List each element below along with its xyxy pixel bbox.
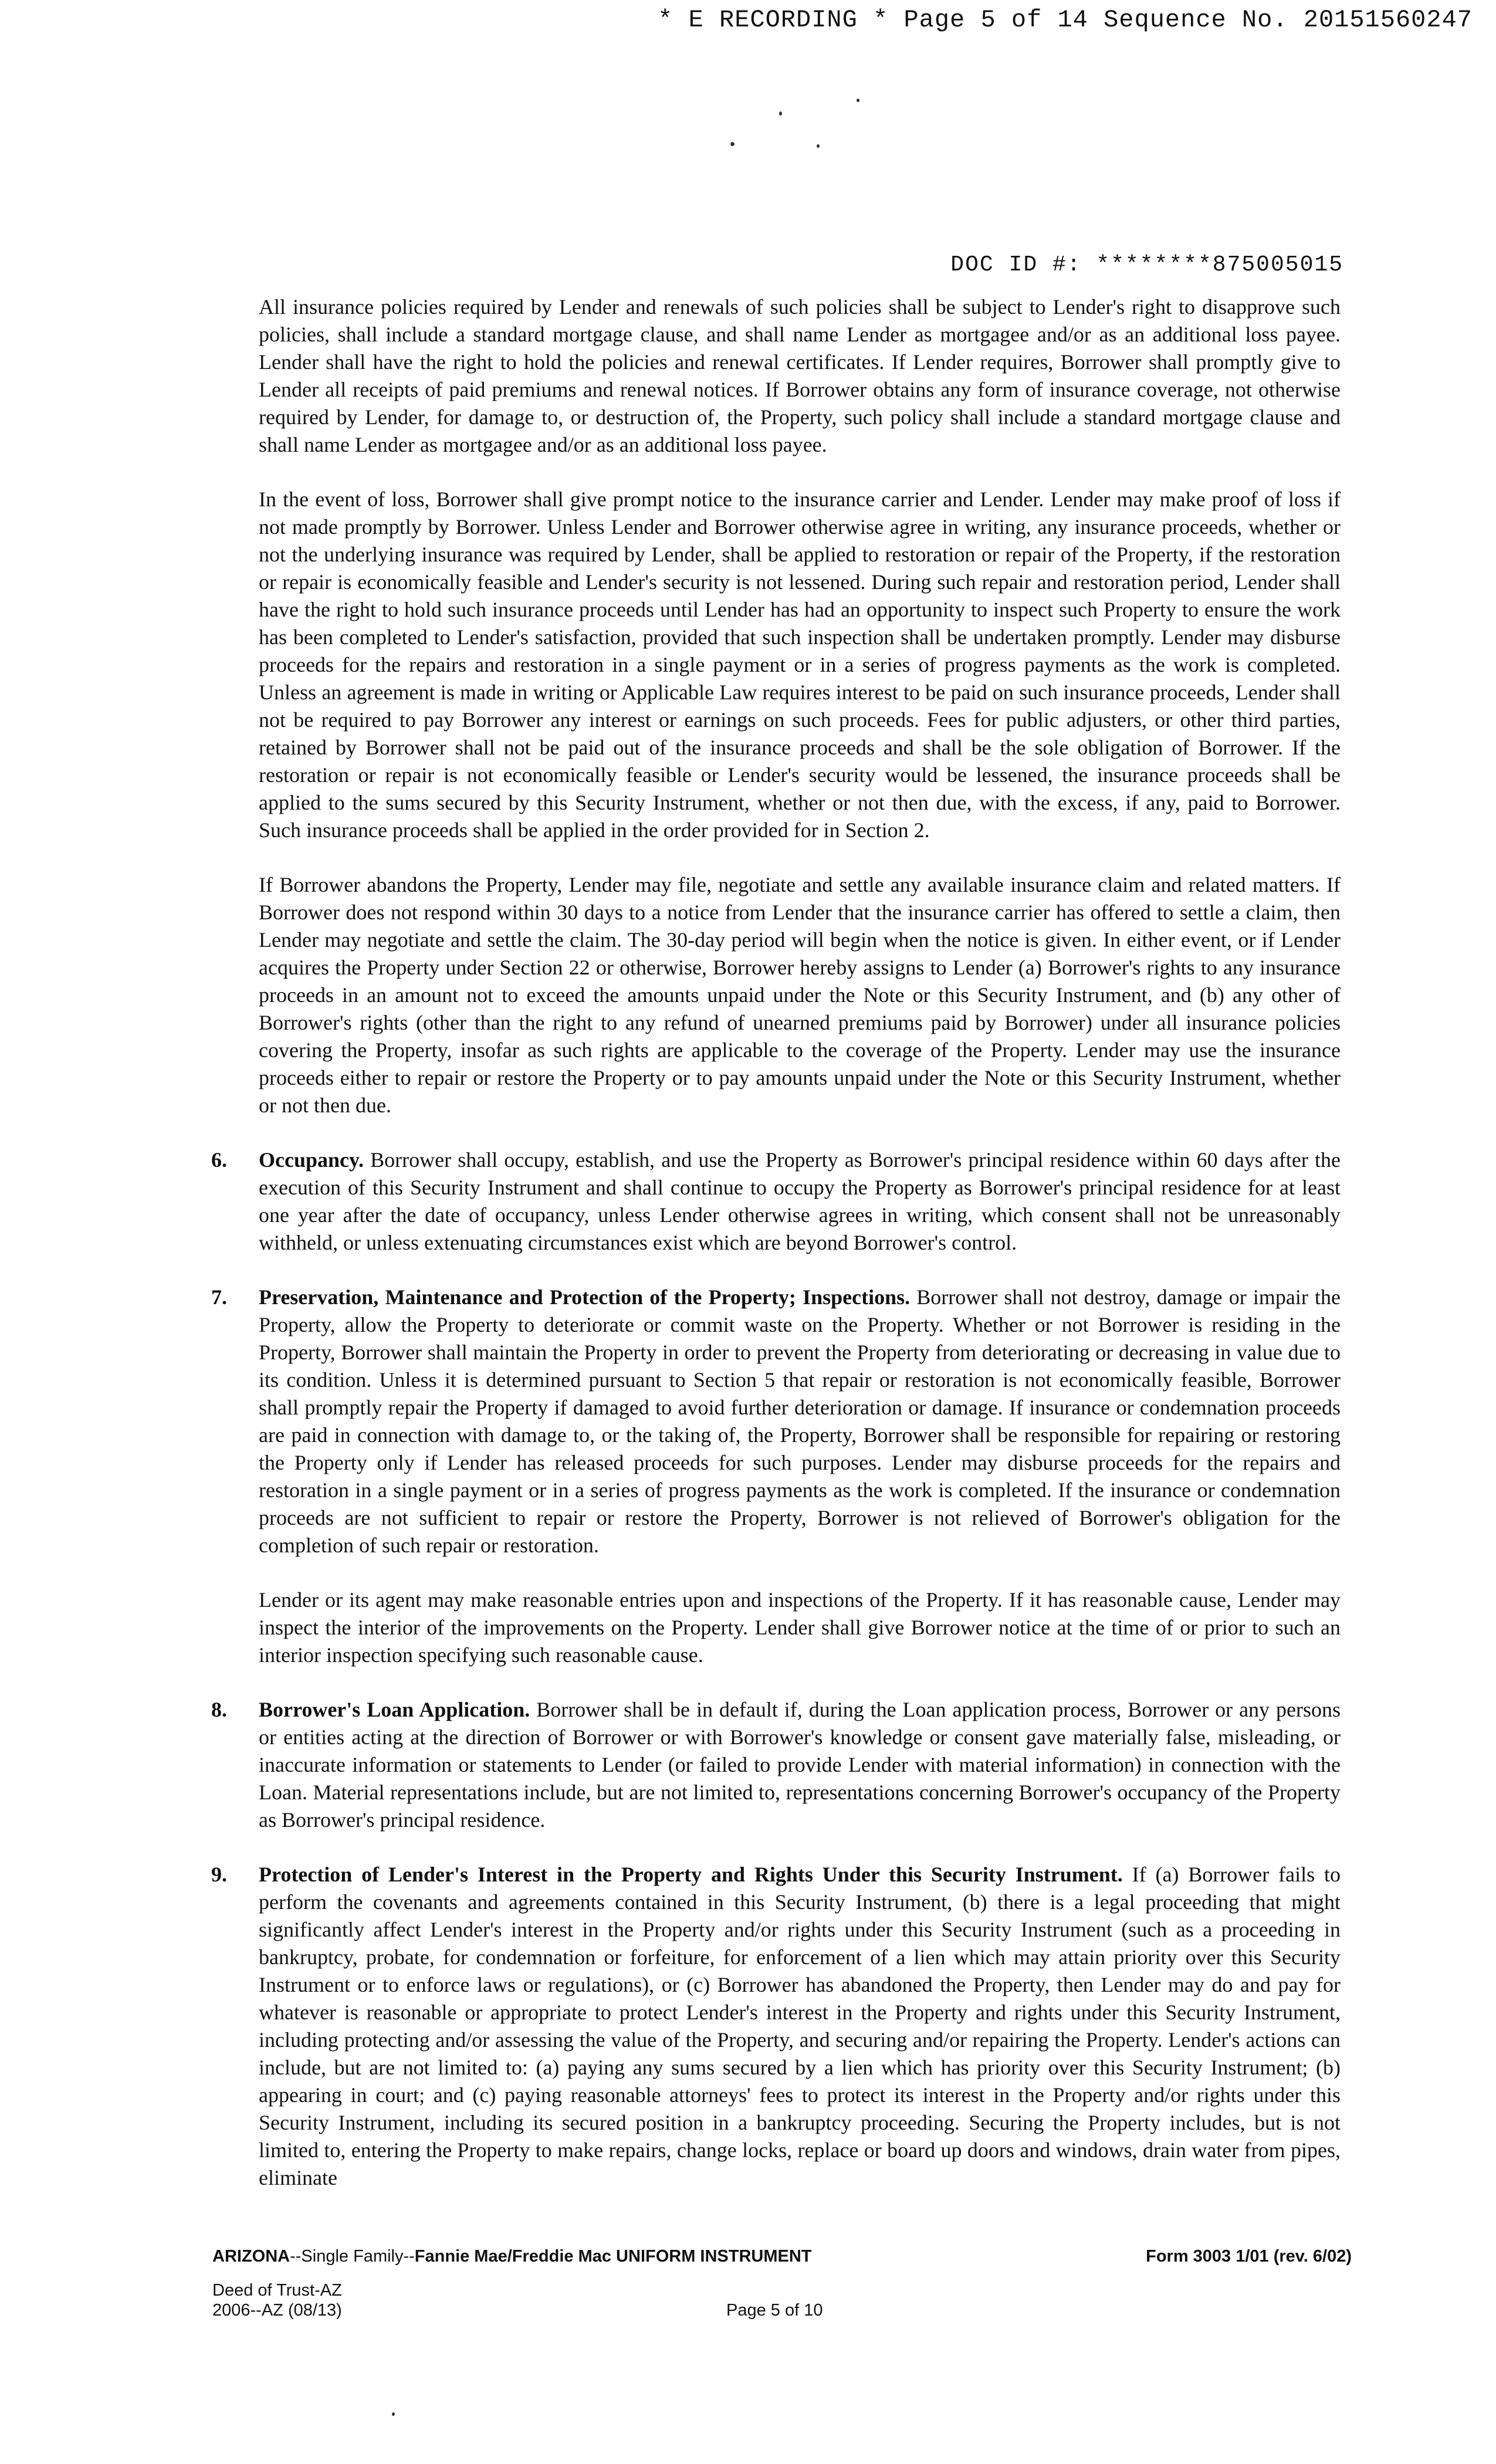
section-heading: Protection of Lender's Interest in the Property and Rights Under this Security Instrument. xyxy=(259,1863,1123,1886)
footer-family: --Single Family-- xyxy=(290,2247,415,2266)
section-number: 6. xyxy=(211,1148,227,1172)
section-8 xyxy=(0,1696,1496,1834)
footer-instrument: Fannie Mae/Freddie Mac UNIFORM INSTRUMENT xyxy=(414,2247,812,2266)
section-heading: Preservation, Maintenance and Protection of the Property; Inspections. xyxy=(259,1285,911,1309)
section-number: 7. xyxy=(211,1285,227,1309)
section-heading: Borrower's Loan Application. xyxy=(259,1698,530,1721)
section-heading: Occupancy. xyxy=(259,1148,364,1172)
section-6 xyxy=(0,1146,1496,1257)
abandonment-paragraph: If Borrower abandons the Property, Lender may file, negotiate and settle any available insurance claim and related matters. If Borrower does not respond within 30 days to a notice from Lender that the insurance carrier has offered to settle a claim, then Lender may negotiate and settle the claim. The 30-day period will begin when the notice is given. In either event, or if Lender acquires the Property under Section 22 or otherwise, Borrower hereby assigns to Lender (a) Borrower's rights to any insurance proceeds in an amount not to exceed the amounts unpaid under the Note or this Security Instrument, and (b) any other of Borrower's rights (other than the right to any refund of unearned premiums paid by Borrower) under all insurance policies covering the Property, insofar as such rights are applicable to the coverage of the Property. Lender may use the insurance proceeds either to repair or restore the Property or to pay amounts unpaid under the Note or this Security Instrument, whether or not then due. xyxy=(259,873,1341,1117)
event-of-loss-paragraph: In the event of loss, Borrower shall give prompt notice to the insurance carrier and Lender. Lender may make proof of loss if not made promptly by Borrower. Unless Lender and Borrower otherwise agree in writing, any insurance proceeds, whether or not the underlying insurance was required by Lender, shall be applied to restoration or repair of the Property, if the restoration or repair is economically feasible and Lender's security is not lessened. During such repair and restoration period, Lender shall have the right to hold such insurance proceeds until Lender has had an opportunity to inspect such Property to ensure the work has been completed to Lender's satisfaction, provided that such inspection shall be undertaken promptly. Lender may disburse proceeds for the repairs and restoration in a single payment or in a series of progress payments as the work is completed. Unless an agreement is made in writing or Applicable Law requires interest to be paid on such insurance proceeds, Lender shall not be required to pay Borrower any interest or earnings on such proceeds. Fees for public adjusters, or other third parties, retained by Borrower shall not be paid out of the insurance proceeds and shall be the sole obligation of Borrower. If the restoration or repair is not economically feasible or Lender's security would be lessened, the insurance proceeds shall be applied to the sums secured by this Security Instrument, whether or not then due, with the excess, if any, paid to Borrower. Such insurance proceeds shall be applied in the order provided for in Section 2. xyxy=(259,488,1341,842)
scan-speck xyxy=(857,99,859,102)
section-text: If (a) Borrower fails to perform the covenants and agreements contained in this Security Instrument, (b) there is a legal proceeding that might significantly affect Lender's interest in the Property and/or rights under this Security Instrument (such as a proceeding in bankruptcy, probate, for condemnation or forfeiture, for enforcement of a lien which may attain priority over this Security Instrument or to enforce laws or regulations), or (c) Borrower has abandoned the Property, then Lender may do and pay for whatever is reasonable or appropriate to protect Lender's interest in the Property and rights under this Security Instrument, including protecting and/or assessing the value of the Property, and securing and/or repairing the Property. Lender's actions can include, but are not limited to: (a) paying any sums secured by a lien which has priority over this Security Instrument; (b) appearing in court; and (c) paying reasonable attorneys' fees to protect its interest in the Property and/or rights under this Security Instrument, including its secured position in a bankruptcy proceeding. Securing the Property includes, but is not limited to, entering the Property to make repairs, change locks, replace or board up doors and windows, drain water from pipes, eliminate xyxy=(259,1863,1341,2189)
recording-stamp: * E RECORDING * Page 5 of 14 Sequence No. 20151560247 xyxy=(658,6,1473,34)
footer-doc-title: Deed of Trust-AZ xyxy=(212,2281,342,2300)
section-9 xyxy=(0,1861,1496,2192)
section-body xyxy=(259,1146,1341,1257)
section-body xyxy=(259,1284,1341,1669)
scan-speck xyxy=(730,142,735,146)
scan-speck xyxy=(817,144,820,148)
document-body xyxy=(0,293,1496,2219)
section-text: Borrower shall not destroy, damage or impair the Property, allow the Property to deteriorate or commit waste on the Property. Whether or not Borrower is residing in the Property, Borrower shall maintain the Property in order to prevent the Property from deteriorating or decreasing in value due to its condition. Unless it is determined pursuant to Section 5 that repair or restoration is not economically feasible, Borrower shall promptly repair the Property if damaged to avoid further deterioration or damage. If insurance or condemnation proceeds are paid in connection with damage to, or the taking of, the Property, Borrower shall be responsible for repairing or restoring the Property only if Lender has released proceeds for such purposes. Lender may disburse proceeds for the repairs and restoration in a single payment or in a series of progress payments as the work is completed. If the insurance or condemnation proceeds are not sufficient to repair or restore the Property, Borrower is not relieved of Borrower's obligation for the completion of such repair or restoration. xyxy=(259,1285,1341,1557)
insurance-policies-paragraph: All insurance policies required by Lender and renewals of such policies shall be subject to Lender's right to disapprove such policies, shall include a standard mortgage clause, and shall name Lender as mortgagee and/or as an additional loss payee. Lender shall have the right to hold the policies and renewal certificates. If Lender requires, Borrower shall promptly give to Lender all receipts of paid premiums and renewal notices. If Borrower obtains any form of insurance coverage, not otherwise required by Lender, for damage to, or destruction of, the Property, such policy shall include a standard mortgage clause and shall name Lender as mortgagee and/or as an additional loss payee. xyxy=(259,295,1341,456)
section-text: Borrower shall occupy, establish, and use the Property as Borrower's principal residence within 60 days after the execution of this Security Instrument and shall continue to occupy the Property as Borrower's principal residence for at least one year after the date of occupancy, unless Lender otherwise agrees in writing, which consent shall not be unreasonably withheld, or unless extenuating circumstances exist which are beyond Borrower's control. xyxy=(259,1148,1341,1254)
scan-speck xyxy=(392,2412,395,2416)
section-subparagraph: Lender or its agent may make reasonable entries upon and inspections of the Property. If it has reasonable cause, Lender may inspect the interior of the improvements on the Property. Lender shall give Borrower notice at the time of or prior to such an interior inspection specifying such reasonable cause. xyxy=(259,1588,1341,1667)
footer-instrument-line xyxy=(212,2247,812,2266)
footer-page-number: Page 5 of 10 xyxy=(726,2301,823,2320)
footer-form-number: Form 3003 1/01 (rev. 6/02) xyxy=(1146,2247,1352,2266)
section-text: Borrower shall be in default if, during the Loan application process, Borrower or any persons or entities acting at the direction of Borrower or with Borrower's knowledge or consent gave materially false, misleading, or inaccurate information or statements to Lender (or failed to provide Lender with material information) in connection with the Loan. Material representations include, but are not limited to, representations concerning Borrower's occupancy of the Property as Borrower's principal residence. xyxy=(259,1698,1341,1832)
footer-doc-code: 2006--AZ (08/13) xyxy=(212,2301,342,2320)
section-number: 9. xyxy=(211,1863,227,1886)
section-7 xyxy=(0,1284,1496,1669)
section-body xyxy=(259,1861,1341,2192)
section-number: 8. xyxy=(211,1698,227,1721)
doc-id: DOC ID #: ********875005015 xyxy=(950,252,1343,277)
scan-speck xyxy=(779,111,782,116)
footer-state: ARIZONA xyxy=(212,2247,290,2266)
section-body xyxy=(259,1696,1341,1834)
